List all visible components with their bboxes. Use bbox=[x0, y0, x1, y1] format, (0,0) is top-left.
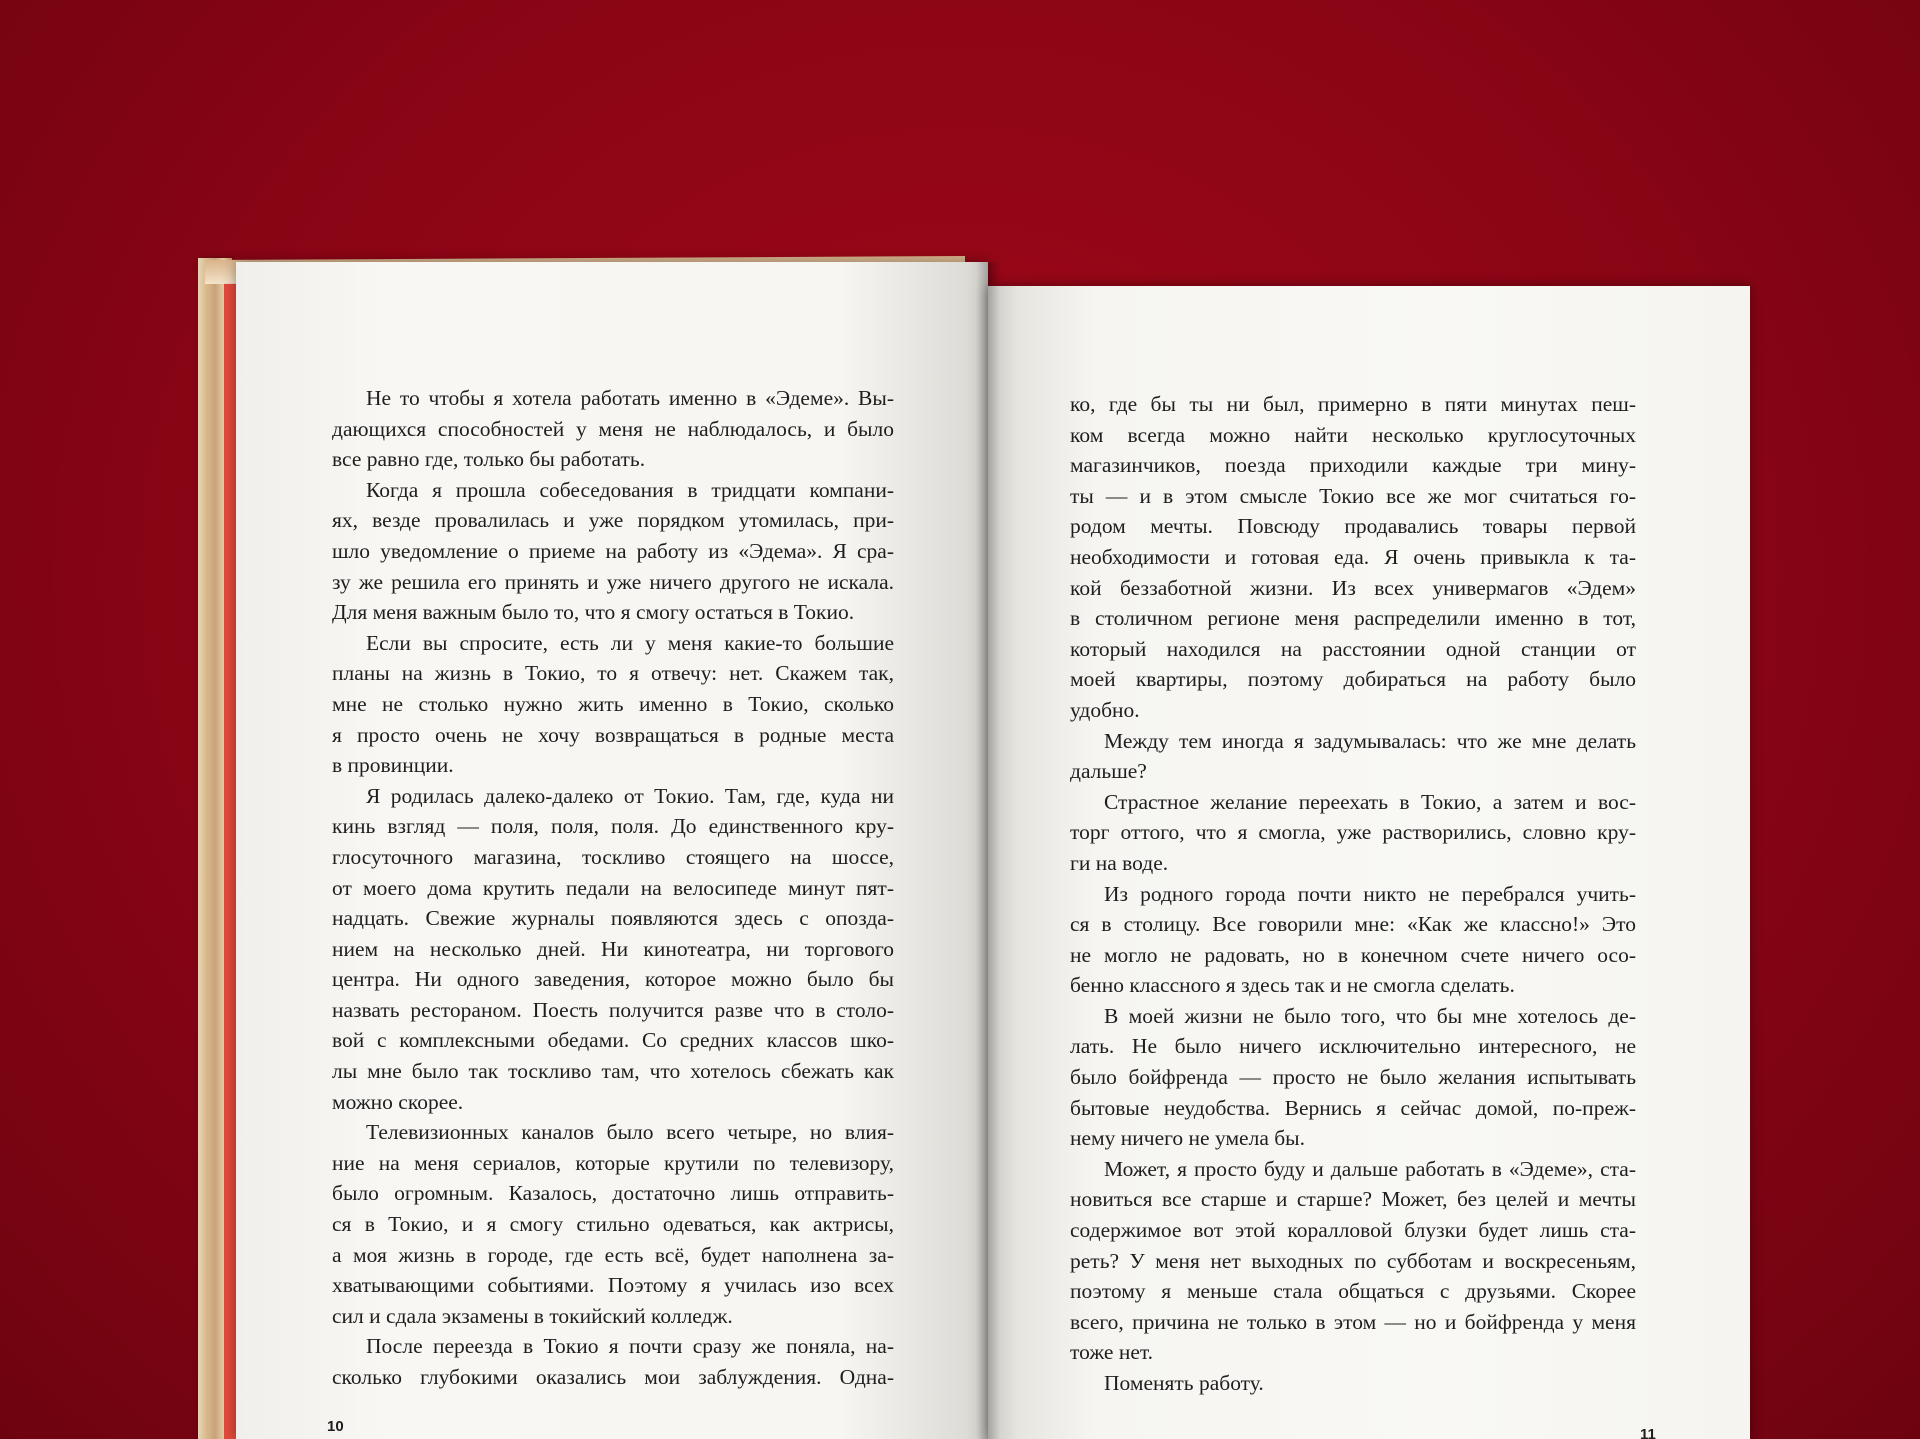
text-line: ся в столицу. Все говорили мне: «Как же классно!» Это bbox=[1070, 912, 1636, 937]
text-line: в столичном регионе меня распределили именно в тот, bbox=[1070, 606, 1636, 631]
text-line: а моя жизнь в городе, где есть всё, будет наполнена за- bbox=[332, 1242, 894, 1267]
text-line: Если вы спросите, есть ли у меня какие-то большие bbox=[366, 630, 894, 655]
text-line: бенно классного я здесь так и не смогла сделать. bbox=[1070, 973, 1515, 998]
left-page-text bbox=[332, 383, 894, 1393]
text-line: магазинчиков, поезда приходили каждые три мину- bbox=[1070, 453, 1636, 478]
text-line: сил и сдала экзамены в токийский колледж. bbox=[332, 1303, 733, 1328]
text-line: кой беззаботной жизни. Из всех универмагов «Эдем» bbox=[1070, 575, 1636, 600]
text-line: было бойфренда — просто не было желания испытывать bbox=[1070, 1065, 1636, 1090]
text-line: Я родилась далеко-далеко от Токио. Там, где, куда ни bbox=[366, 783, 894, 808]
text-line: содержимое вот этой коралловой блузки будет лишь ста- bbox=[1070, 1218, 1636, 1243]
text-line: хватывающими событиями. Поэтому я училась изо всех bbox=[332, 1273, 894, 1298]
text-line: Между тем иногда я задумывалась: что же мне делать bbox=[1104, 728, 1636, 753]
text-line: торг оттого, что я смогла, уже растворились, словно кру- bbox=[1070, 820, 1636, 845]
text-line: ги на воде. bbox=[1070, 850, 1169, 875]
text-line: можно скорее. bbox=[332, 1089, 464, 1114]
text-line: сколько глубокими оказались мои заблуждения. Одна- bbox=[332, 1365, 894, 1389]
text-line: ях, везде провалилась и уже порядком утомилась, при- bbox=[332, 508, 894, 533]
left-page bbox=[236, 262, 988, 1439]
text-line: мне не столько нужно жить именно в Токио, сколько bbox=[332, 691, 894, 716]
text-line: зу же решила его принять и уже ничего другого не искала. bbox=[332, 569, 894, 594]
book-cover-red-strip bbox=[224, 276, 236, 1439]
left-page-number: 10 bbox=[327, 1418, 344, 1435]
text-line: бытовые неудобства. Вернись я сейчас домой, по-преж- bbox=[1070, 1095, 1636, 1120]
text-line: вой с комплексными обедами. Со средних классов шко- bbox=[332, 1028, 894, 1053]
text-line: от моего дома крутить педали на велосипеде минут пят- bbox=[332, 875, 894, 900]
text-line: необходимости и готовая еда. Я очень привыкла к та- bbox=[1070, 544, 1636, 569]
text-line: всего, причина не только в этом — но и бойфренда у меня bbox=[1070, 1309, 1636, 1334]
text-line: Поменять работу. bbox=[1104, 1371, 1264, 1395]
book-gutter bbox=[976, 262, 1000, 1439]
text-line: Когда я прошла собеседования в тридцати компани- bbox=[366, 477, 894, 502]
text-line: надцать. Свежие журналы появляются здесь с опозда- bbox=[332, 906, 894, 931]
text-line: нему ничего не умела бы. bbox=[1070, 1126, 1305, 1151]
text-line: кинь взгляд — поля, поля, поля. До единственного кру- bbox=[332, 814, 894, 839]
text-line: Телевизионных каналов было всего четыре, но влия- bbox=[366, 1120, 894, 1145]
text-line: было огромным. Казалось, достаточно лишь отправить- bbox=[332, 1181, 894, 1206]
right-page-number: 11 bbox=[1640, 1426, 1656, 1439]
text-line: поэтому я меньше стала общаться с друзьями. Скорее bbox=[1070, 1279, 1636, 1304]
right-page-text bbox=[1070, 389, 1636, 1399]
text-line: ся в Токио, и я смогу стильно одеваться, как актрисы, bbox=[332, 1212, 894, 1237]
text-line: Для меня важным было то, что я смогу остаться в Токио. bbox=[332, 600, 855, 625]
text-line: шло уведомление о приеме на работу из «Эдема». Я сра- bbox=[332, 538, 894, 563]
text-line: лать. Не было ничего исключительно интересного, не bbox=[1070, 1034, 1636, 1059]
text-line: Страстное желание переехать в Токио, а затем и вос- bbox=[1104, 789, 1636, 814]
text-line: который находился на расстоянии одной станции от bbox=[1070, 636, 1636, 661]
text-line: лы мне было так тоскливо там, что хотелось сбежать как bbox=[332, 1059, 894, 1084]
text-line: нием на несколько дней. Ни кинотеатра, ни торгового bbox=[332, 936, 894, 961]
text-line: моей квартиры, поэтому добираться на работу было bbox=[1070, 667, 1636, 692]
text-line: все равно где, только бы работать. bbox=[332, 447, 646, 472]
text-line: не могло не радовать, но в конечном счете ничего осо- bbox=[1070, 942, 1636, 967]
text-line: глосуточного магазина, тоскливо стоящего на шоссе, bbox=[332, 844, 894, 869]
text-line: дальше? bbox=[1070, 759, 1147, 784]
text-line: новиться все старше и старше? Может, без целей и мечты bbox=[1070, 1187, 1636, 1212]
text-line: Может, я просто буду и дальше работать в «Эдеме», ста- bbox=[1104, 1156, 1636, 1181]
text-line: назвать рестораном. Поесть получится разве что в столо- bbox=[332, 997, 894, 1022]
text-line: планы на жизнь в Токио, то я отвечу: нет. Скажем так, bbox=[332, 661, 894, 686]
text-line: После переезда в Токио я почти сразу же поняла, на- bbox=[366, 1334, 894, 1359]
text-line: тоже нет. bbox=[1070, 1340, 1154, 1365]
text-line: ко, где бы ты ни был, примерно в пяти минутах пеш- bbox=[1070, 392, 1636, 416]
text-line: ты — и в этом смысле Токио все же мог считаться го- bbox=[1070, 483, 1636, 508]
text-line: В моей жизни не было того, что бы мне хотелось де- bbox=[1104, 1003, 1636, 1028]
text-line: дающихся способностей у меня не наблюдалось, и было bbox=[332, 416, 894, 441]
text-line: Не то чтобы я хотела работать именно в «Эдеме». Вы- bbox=[366, 386, 894, 410]
text-line: в провинции. bbox=[332, 753, 454, 778]
text-line: Из родного города почти никто не перебрался учить- bbox=[1104, 881, 1636, 906]
text-line: я просто очень не хочу возвращаться в родные места bbox=[332, 722, 894, 747]
text-line: родом мечты. Повсюду продавались товары первой bbox=[1070, 514, 1636, 539]
text-line: центра. Ни одного заведения, которое можно было бы bbox=[332, 967, 894, 992]
text-line: реть? У меня нет выходных по субботам и воскресеньям, bbox=[1070, 1248, 1636, 1273]
text-line: ние на меня сериалов, которые крутили по телевизору, bbox=[332, 1150, 894, 1175]
right-page bbox=[988, 286, 1750, 1439]
text-line: удобно. bbox=[1070, 697, 1140, 722]
text-line: ком всегда можно найти несколько круглосуточных bbox=[1070, 422, 1636, 447]
